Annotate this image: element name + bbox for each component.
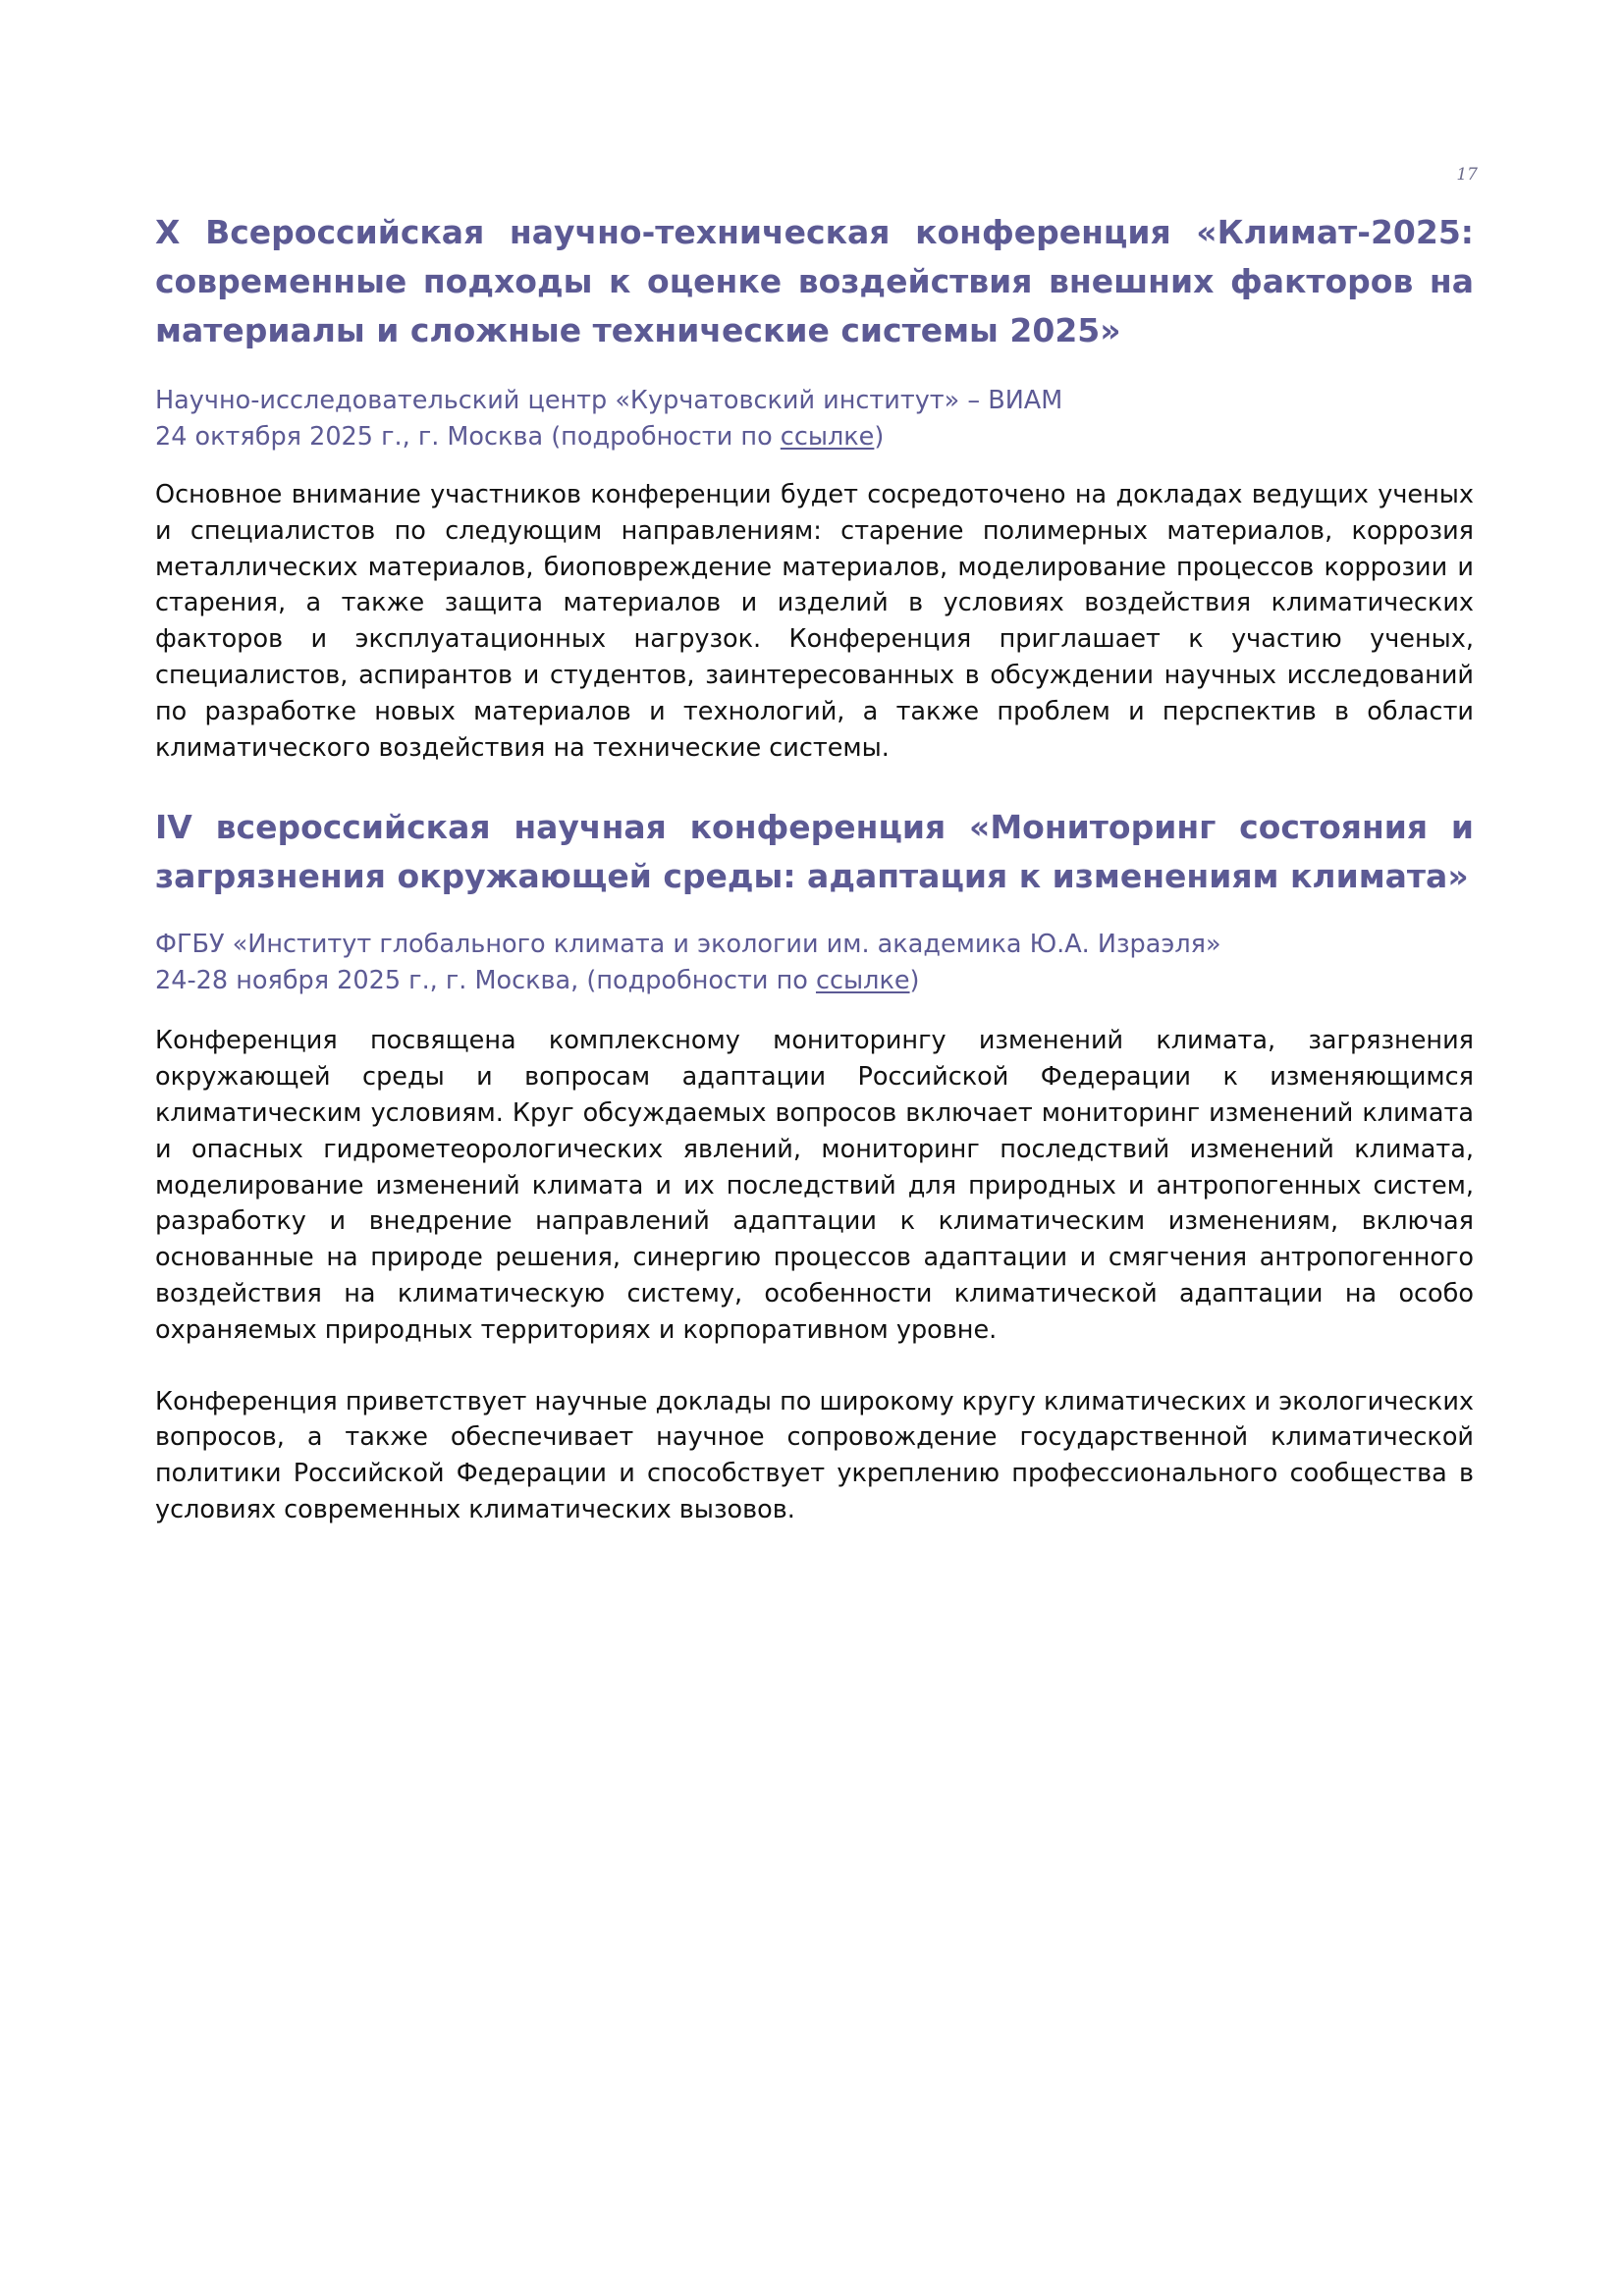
date-location-line (155, 963, 1474, 999)
details-link[interactable]: ссылке (780, 422, 875, 452)
date-location-line (155, 419, 1474, 455)
section-title: IV всероссийская научная конференция «Мониторинг состояния и загрязнения окружающей среды: адаптация к изменениям климата» (155, 808, 1474, 896)
date-location-text: 24 октября 2025 г., г. Москва (подробности по (155, 422, 781, 452)
body-paragraph: Конференция посвящена комплексному мониторингу изменений климата, загрязнения окружающей среды и вопросам адаптации Российской Федерации к изменяющимся климатическим условиям. Круг обсуждаемых вопросов включает мониторинг изменений климата и опасных гидрометеорологических явлений, мониторинг последствий изменений климата, моделирование изменений климата и их последствий для природных и антропогенных систем, разработку и внедрение направлений адаптации к климатическим изменениям, включая основанные на природе решения, синергию процессов адаптации и смягчения антропогенного воздействия на климатическую систему, особенности климатической адаптации на особо охраняемых природных территориях и корпоративном уровне. (155, 1026, 1474, 1345)
conference-section-monitoring (155, 803, 1474, 1527)
document-body (155, 208, 1474, 1528)
organizer-line: ФГБУ «Институт глобального климата и экологии им. академика Ю.А. Израэля» (155, 930, 1221, 960)
page-number: 17 (1456, 165, 1478, 185)
section-title: X Всероссийская научно-техническая конференция «Климат-2025: современные подходы к оценке воздействия внешних факторов на материалы и сложные технические системы 2025» (155, 213, 1474, 349)
details-link[interactable]: ссылке (815, 966, 910, 996)
date-location-text: 24-28 ноября 2025 г., г. Москва, (подробности по (155, 966, 816, 996)
organizer-line: Научно-исследовательский центр «Курчатовский институт» – ВИАМ (155, 386, 1063, 415)
conference-section-klimat-2025 (155, 208, 1474, 766)
body-paragraph: Конференция приветствует научные доклады по широкому кругу климатических и экологических вопросов, а также обеспечивает научное сопровождение государственной климатической политики Российской Федерации и способствует укреплению профессионального сообщества в условиях современных климатических вызовов. (155, 1386, 1474, 1524)
closing-paren: ) (874, 422, 885, 452)
closing-paren: ) (909, 966, 920, 996)
body-paragraph: Основное внимание участников конференции будет сосредоточено на докладах ведущих ученых и специалистов по следующим направлениям: старение полимерных материалов, коррозия металлических материалов, биоповреждение материалов, моделирование процессов коррозии и старения, а также защита материалов и изделий в условиях воздействия климатических факторов и эксплуатационных нагрузок. Конференция приглашает к участию ученых, специалистов, аспирантов и студентов, заинтересованных в обсуждении научных исследований по разработке новых материалов и технологий, а также проблем и перспектив в области климатического воздействия на технические системы. (155, 480, 1474, 763)
